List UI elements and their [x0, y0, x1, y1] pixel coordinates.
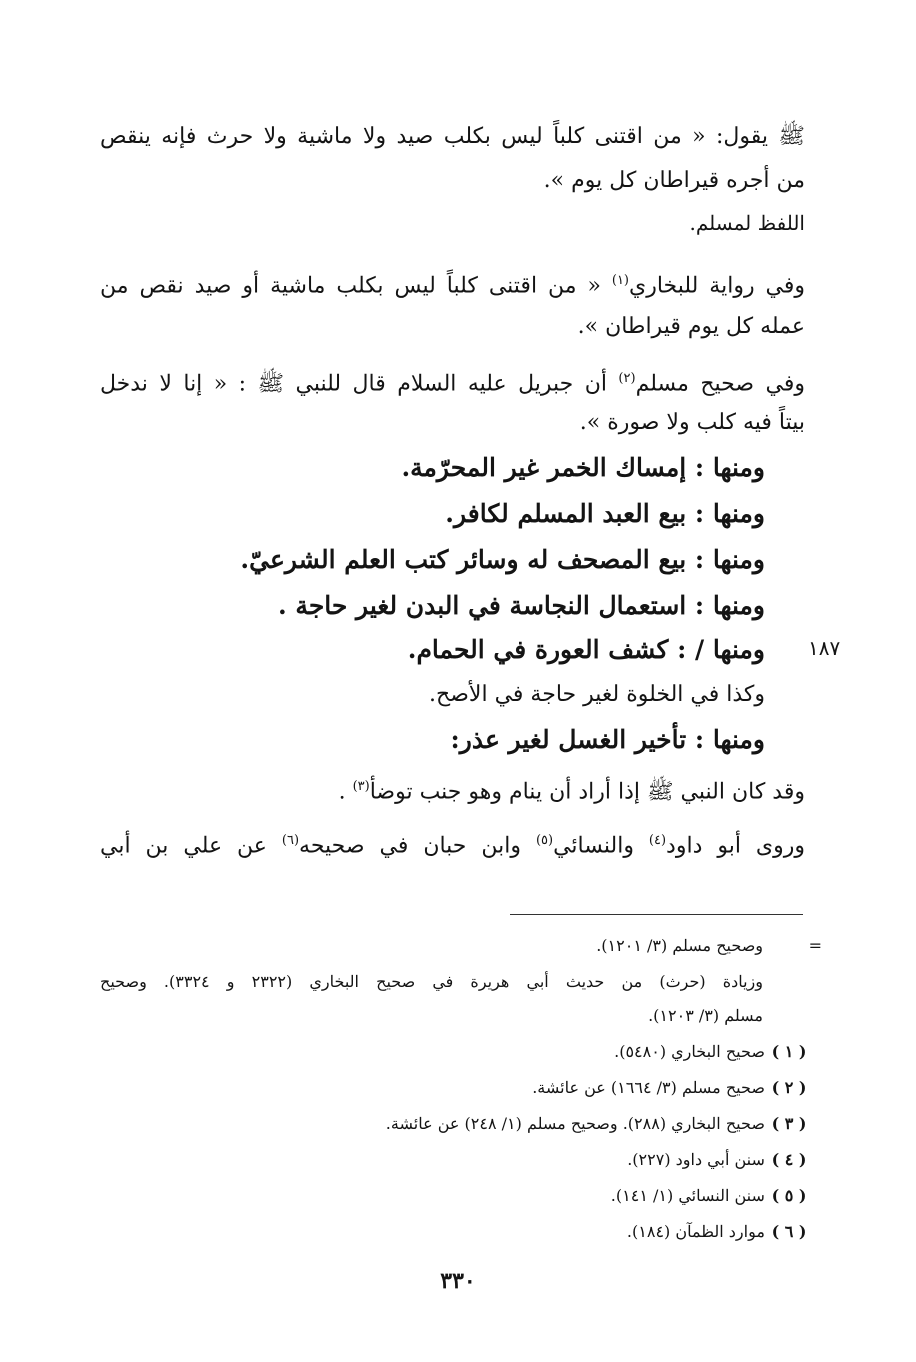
main-text	[100, 0, 805, 880]
paragraph-4: وكذا في الخلوة لغير حاجة في الأصح.	[429, 682, 765, 707]
footnote-2	[532, 1076, 808, 1100]
footnote-text: صحيح مسلم (٣/ ١٦٦٤) عن عائشة.	[532, 1078, 765, 1097]
footnote-continuation-line-3: مسلم (٣/ ١٢٠٣).	[648, 1006, 763, 1025]
footnote-ref-5: (٥)	[535, 833, 554, 848]
footnote-number: ( ١ )	[771, 1042, 807, 1061]
footnote-continuation-mark: =	[808, 936, 822, 955]
section-heading-6: ومنها : تأخير الغسل لغير عذر:	[450, 725, 765, 754]
footnote-text: سنن أبي داود (٢٢٧).	[627, 1150, 765, 1169]
paragraph-1-line-3: اللفظ لمسلم.	[689, 211, 805, 235]
footnote-ref-4: (٤)	[648, 833, 667, 848]
paragraph-1-line-2: من أجره قيراطان كل يوم ».	[543, 168, 805, 193]
footnote-divider	[510, 914, 803, 915]
footnote-continuation-line-1: وصحيح مسلم (٣/ ١٢٠١).	[596, 936, 763, 955]
paragraph-3-text-a: وفي صحيح مسلم	[635, 371, 805, 397]
paragraph-6-text-c: وابن حبان في صحيحه	[299, 833, 536, 859]
section-heading-4: ومنها : استعمال النجاسة في البدن لغير حاجة .	[278, 591, 765, 620]
paragraph-6-text-a: وروى أبو داود	[666, 833, 805, 859]
paragraph-3-line-1	[100, 364, 805, 399]
footnote-text: صحيح البخاري (٢٨٨). وصحيح مسلم (١/ ٢٤٨) عن عائشة.	[385, 1114, 765, 1133]
paragraph-6-text-b: والنسائي	[553, 833, 649, 859]
footnote-1	[614, 1040, 808, 1064]
section-heading-3: ومنها : بيع المصحف له وسائر كتب العلم الشرعيّ.	[240, 545, 765, 574]
footnote-text: سنن النسائي (١/ ١٤١).	[610, 1186, 765, 1205]
paragraph-6-text-d: عن علي بن أبي	[100, 833, 282, 859]
footnote-ref-2: (٢)	[618, 371, 636, 386]
paragraph-2-line-2: عمله كل يوم قيراطان ».	[577, 314, 805, 339]
page-number: ٣٣٠	[440, 1268, 476, 1294]
footnote-text: صحيح البخاري (٥٤٨٠).	[614, 1042, 765, 1061]
footnote-6	[627, 1220, 808, 1244]
footnote-number: ( ٥ )	[771, 1186, 807, 1205]
footnote-number: ( ٢ )	[771, 1078, 807, 1097]
footnote-3	[386, 1112, 808, 1136]
paragraph-2-text-a: وفي رواية للبخاري	[629, 273, 805, 299]
footnote-5	[611, 1184, 808, 1208]
paragraph-6	[100, 826, 805, 861]
paragraph-3-line-2: بيتاً فيه كلب ولا صورة ».	[579, 410, 805, 435]
footnote-4	[627, 1148, 808, 1172]
paragraph-2-text-b: « من اقتنى كلباً ليس بكلب ماشية أو صيد نقص من	[100, 273, 612, 299]
section-heading-1: ومنها : إمساك الخمر غير المحرّمة.	[401, 453, 765, 482]
footnote-ref-6: (٦)	[281, 833, 300, 848]
footnote-ref-1: (١)	[611, 273, 629, 288]
footnote-number: ( ٦ )	[771, 1222, 807, 1241]
footnote-continuation-line-2: وزيادة (حرث) من حديث أبي هريرة في صحيح البخاري (٢٣٢٢ و ٣٣٢٤). وصحيح	[100, 972, 764, 991]
paragraph-2-line-1	[100, 266, 805, 301]
section-heading-5: ومنها / : كشف العورة في الحمام.	[407, 635, 765, 664]
paragraph-5-text-b: .	[338, 779, 353, 805]
footnote-ref-3: (٣)	[352, 779, 370, 794]
paragraph-5	[339, 772, 805, 807]
section-heading-2: ومنها : بيع العبد المسلم لكافر.	[445, 499, 765, 528]
footnote-number: ( ٤ )	[771, 1150, 807, 1169]
footnote-number: ( ٣ )	[771, 1114, 807, 1133]
paragraph-3-text-b: أن جبريل عليه السلام قال للنبي ﷺ : « إنا لا ندخل	[100, 371, 619, 397]
margin-marker: ١٨٧	[808, 636, 841, 660]
paragraph-1-line-1: ﷺ يقول: « من اقتنى كلباً ليس بكلب صيد ولا ماشية ولا حرث فإنه ينقص	[100, 124, 805, 149]
footnote-text: موارد الظمآن (١٨٤).	[626, 1222, 765, 1241]
paragraph-5-text-a: وقد كان النبي ﷺ إذا أراد أن ينام وهو جنب توضأ	[369, 779, 805, 805]
